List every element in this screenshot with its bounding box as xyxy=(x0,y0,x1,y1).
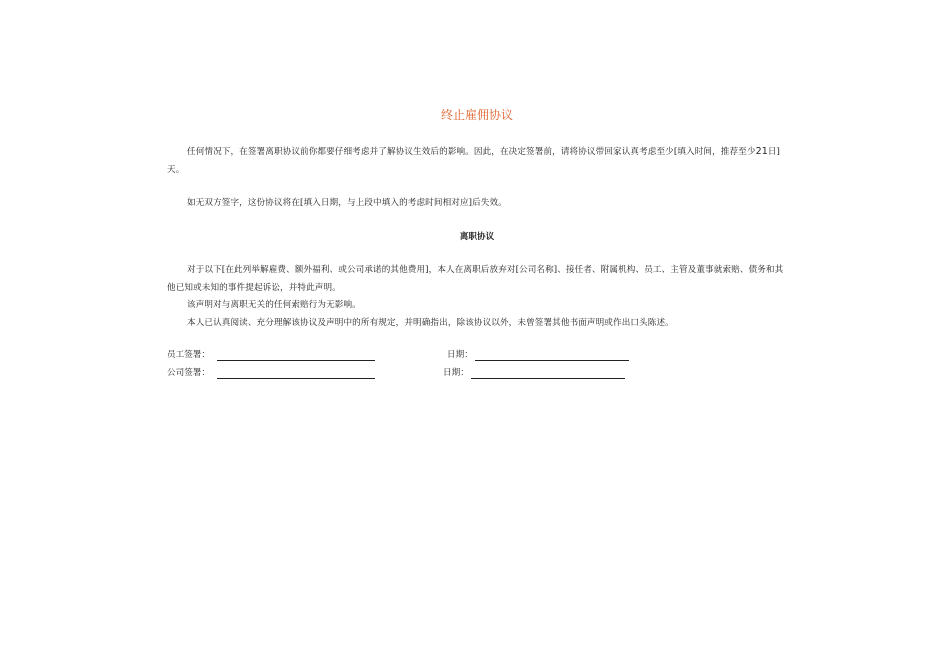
company-date-line[interactable] xyxy=(471,378,625,379)
acknowledgement-paragraph: 本人已认真阅读、充分理解该协议及声明中的所有规定，并明确指出，除该协议以外，未曾签署其他书面声明或作出口头陈述。 xyxy=(187,318,674,328)
company-date-label: 日期： xyxy=(443,368,469,378)
intro-paragraph-text-a: 任何情况下，在签署离职协议前你都要仔细考虑并了解协议生效后的影响。因此，在决定签署前，请将协议带回家认真考虑至少[填入时间，推荐至少 xyxy=(187,147,756,157)
unrelated-claims-paragraph: 该声明对与离职无关的任何索赔行为无影响。 xyxy=(187,300,361,310)
document-page xyxy=(167,0,787,672)
employee-date-line[interactable] xyxy=(475,360,629,361)
employee-signature-line[interactable] xyxy=(217,360,375,361)
employee-signature-label: 员工签署： xyxy=(167,350,210,360)
employee-signature-row xyxy=(167,347,787,363)
company-signature-label: 公司签署： xyxy=(167,368,210,378)
intro-paragraph-days: 21 xyxy=(755,146,768,157)
company-signature-row xyxy=(167,365,787,381)
employee-date-label: 日期： xyxy=(447,350,473,360)
company-signature-line[interactable] xyxy=(217,378,375,379)
validity-paragraph: 如无双方签字，这份协议将在[填入日期，与上段中填入的考虑时间相对应]后失效。 xyxy=(187,198,507,208)
document-title: 终止雇佣协议 xyxy=(440,108,513,122)
intro-paragraph xyxy=(167,143,787,179)
intro-paragraph-text-b: 日]天。 xyxy=(167,147,781,175)
section-title: 离职协议 xyxy=(459,232,495,242)
waiver-paragraph: 对于以下[在此列举解雇费、额外福利、或公司承诺的其他费用]，本人在离职后放弃对[公司名称]、接任者、附属机构、员工、主管及董事就索赔、债务和其他已知或未知的事件提起诉讼，并特此声明。 xyxy=(167,265,784,293)
